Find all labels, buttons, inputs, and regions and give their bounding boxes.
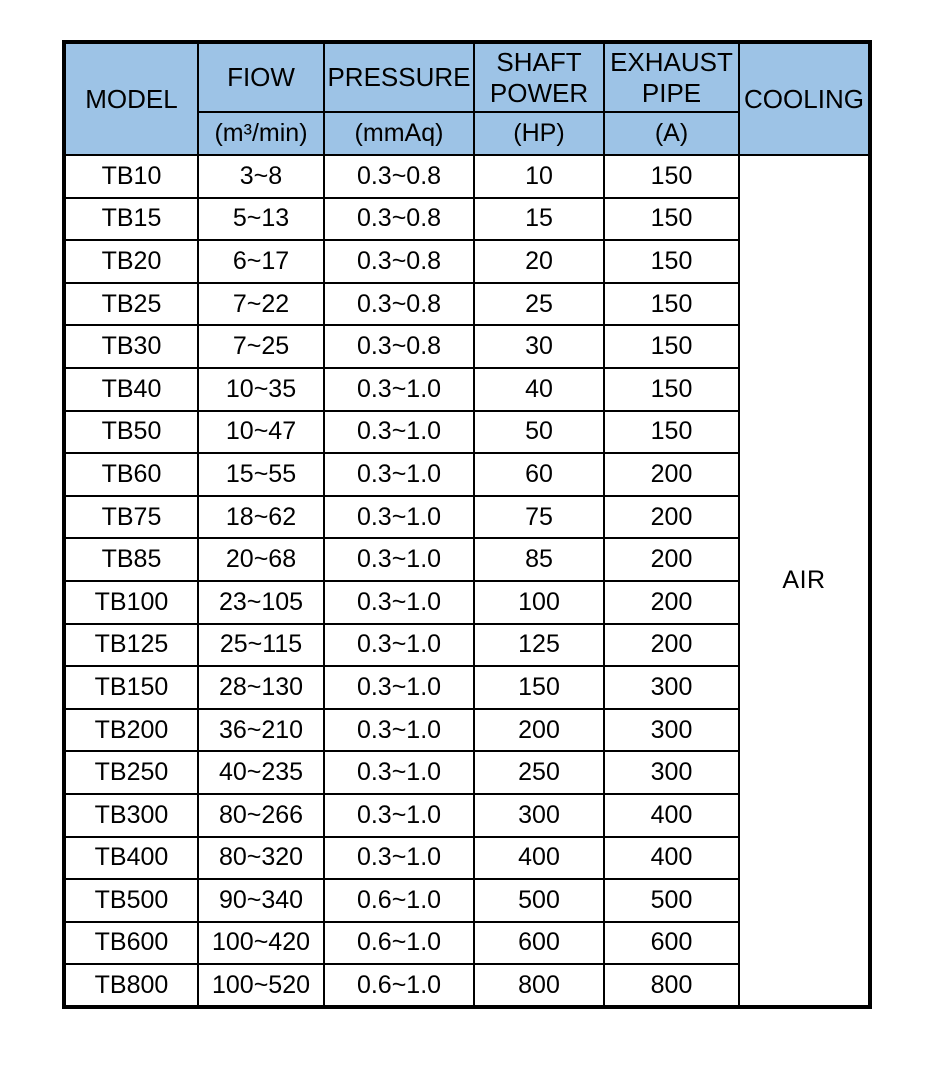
cell-model: TB600	[64, 922, 198, 965]
unit-exhaust-pipe: (A)	[604, 112, 739, 155]
unit-shaft-power: (HP)	[474, 112, 604, 155]
cell-exhaust-pipe: 150	[604, 325, 739, 368]
blower-spec-table	[62, 40, 872, 1009]
header-flow: FIOW	[198, 42, 324, 112]
cell-model: TB85	[64, 538, 198, 581]
header-row-labels	[64, 42, 870, 112]
cell-shaft-power: 20	[474, 240, 604, 283]
cell-model: TB300	[64, 794, 198, 837]
cell-flow: 23~105	[198, 581, 324, 624]
cell-model: TB125	[64, 624, 198, 667]
cell-exhaust-pipe: 500	[604, 879, 739, 922]
cell-model: TB250	[64, 751, 198, 794]
cell-flow: 100~520	[198, 964, 324, 1007]
cell-exhaust-pipe: 150	[604, 411, 739, 454]
cell-flow: 7~22	[198, 283, 324, 326]
cell-exhaust-pipe: 200	[604, 538, 739, 581]
cell-pressure: 0.6~1.0	[324, 964, 474, 1007]
cell-shaft-power: 250	[474, 751, 604, 794]
cell-exhaust-pipe: 150	[604, 368, 739, 411]
cell-flow: 80~266	[198, 794, 324, 837]
cell-shaft-power: 30	[474, 325, 604, 368]
cell-model: TB30	[64, 325, 198, 368]
cell-model: TB100	[64, 581, 198, 624]
cell-pressure: 0.6~1.0	[324, 922, 474, 965]
cell-shaft-power: 500	[474, 879, 604, 922]
cell-flow: 15~55	[198, 453, 324, 496]
cell-flow: 5~13	[198, 198, 324, 241]
header-model: MODEL	[64, 42, 198, 155]
cell-shaft-power: 300	[474, 794, 604, 837]
cell-pressure: 0.3~0.8	[324, 198, 474, 241]
cell-flow: 40~235	[198, 751, 324, 794]
cell-pressure: 0.3~1.0	[324, 624, 474, 667]
cell-exhaust-pipe: 200	[604, 453, 739, 496]
cell-model: TB75	[64, 496, 198, 539]
cell-exhaust-pipe: 150	[604, 240, 739, 283]
cell-pressure: 0.6~1.0	[324, 879, 474, 922]
cell-exhaust-pipe: 300	[604, 666, 739, 709]
cell-model: TB400	[64, 837, 198, 880]
cell-exhaust-pipe: 200	[604, 624, 739, 667]
cell-pressure: 0.3~0.8	[324, 240, 474, 283]
cell-exhaust-pipe: 800	[604, 964, 739, 1007]
cell-shaft-power: 85	[474, 538, 604, 581]
table-row	[64, 155, 870, 198]
cell-shaft-power: 60	[474, 453, 604, 496]
cell-exhaust-pipe: 200	[604, 581, 739, 624]
cell-flow: 18~62	[198, 496, 324, 539]
cell-exhaust-pipe: 400	[604, 837, 739, 880]
cell-shaft-power: 10	[474, 155, 604, 198]
cell-shaft-power: 15	[474, 198, 604, 241]
cell-flow: 36~210	[198, 709, 324, 752]
cell-exhaust-pipe: 150	[604, 155, 739, 198]
cell-shaft-power: 100	[474, 581, 604, 624]
cell-cooling-air: AIR	[739, 155, 870, 1007]
cell-flow: 90~340	[198, 879, 324, 922]
cell-pressure: 0.3~0.8	[324, 155, 474, 198]
cell-model: TB25	[64, 283, 198, 326]
cell-pressure: 0.3~0.8	[324, 325, 474, 368]
cell-flow: 10~35	[198, 368, 324, 411]
cell-pressure: 0.3~1.0	[324, 411, 474, 454]
unit-pressure: (mmAq)	[324, 112, 474, 155]
header-exhaust-pipe: EXHAUST PIPE	[604, 42, 739, 112]
cell-shaft-power: 75	[474, 496, 604, 539]
cell-pressure: 0.3~1.0	[324, 751, 474, 794]
cell-model: TB200	[64, 709, 198, 752]
cell-flow: 25~115	[198, 624, 324, 667]
cell-exhaust-pipe: 300	[604, 751, 739, 794]
cell-pressure: 0.3~1.0	[324, 666, 474, 709]
cell-shaft-power: 800	[474, 964, 604, 1007]
cell-shaft-power: 40	[474, 368, 604, 411]
cell-pressure: 0.3~1.0	[324, 453, 474, 496]
cell-model: TB40	[64, 368, 198, 411]
cell-exhaust-pipe: 150	[604, 283, 739, 326]
cell-model: TB50	[64, 411, 198, 454]
cell-flow: 3~8	[198, 155, 324, 198]
table-body	[64, 155, 870, 1007]
cell-pressure: 0.3~0.8	[324, 283, 474, 326]
cell-model: TB10	[64, 155, 198, 198]
cell-flow: 6~17	[198, 240, 324, 283]
cell-model: TB500	[64, 879, 198, 922]
cell-shaft-power: 400	[474, 837, 604, 880]
cell-flow: 10~47	[198, 411, 324, 454]
cell-exhaust-pipe: 600	[604, 922, 739, 965]
header-shaft-power: SHAFT POWER	[474, 42, 604, 112]
cell-exhaust-pipe: 200	[604, 496, 739, 539]
cell-shaft-power: 200	[474, 709, 604, 752]
cell-shaft-power: 150	[474, 666, 604, 709]
cell-flow: 100~420	[198, 922, 324, 965]
cell-pressure: 0.3~1.0	[324, 581, 474, 624]
cell-model: TB60	[64, 453, 198, 496]
header-pressure: PRESSURE	[324, 42, 474, 112]
cell-shaft-power: 125	[474, 624, 604, 667]
table-header	[64, 42, 870, 155]
cell-pressure: 0.3~1.0	[324, 368, 474, 411]
cell-pressure: 0.3~1.0	[324, 794, 474, 837]
cell-pressure: 0.3~1.0	[324, 837, 474, 880]
cell-flow: 28~130	[198, 666, 324, 709]
cell-pressure: 0.3~1.0	[324, 538, 474, 581]
cell-model: TB150	[64, 666, 198, 709]
cell-model: TB800	[64, 964, 198, 1007]
cell-model: TB20	[64, 240, 198, 283]
header-cooling: COOLING	[739, 42, 870, 155]
cell-shaft-power: 600	[474, 922, 604, 965]
cell-shaft-power: 25	[474, 283, 604, 326]
cell-exhaust-pipe: 150	[604, 198, 739, 241]
cell-pressure: 0.3~1.0	[324, 709, 474, 752]
cell-exhaust-pipe: 300	[604, 709, 739, 752]
cell-flow: 20~68	[198, 538, 324, 581]
cell-shaft-power: 50	[474, 411, 604, 454]
cell-model: TB15	[64, 198, 198, 241]
cell-pressure: 0.3~1.0	[324, 496, 474, 539]
cell-flow: 7~25	[198, 325, 324, 368]
cell-exhaust-pipe: 400	[604, 794, 739, 837]
unit-flow: (m³/min)	[198, 112, 324, 155]
cell-flow: 80~320	[198, 837, 324, 880]
